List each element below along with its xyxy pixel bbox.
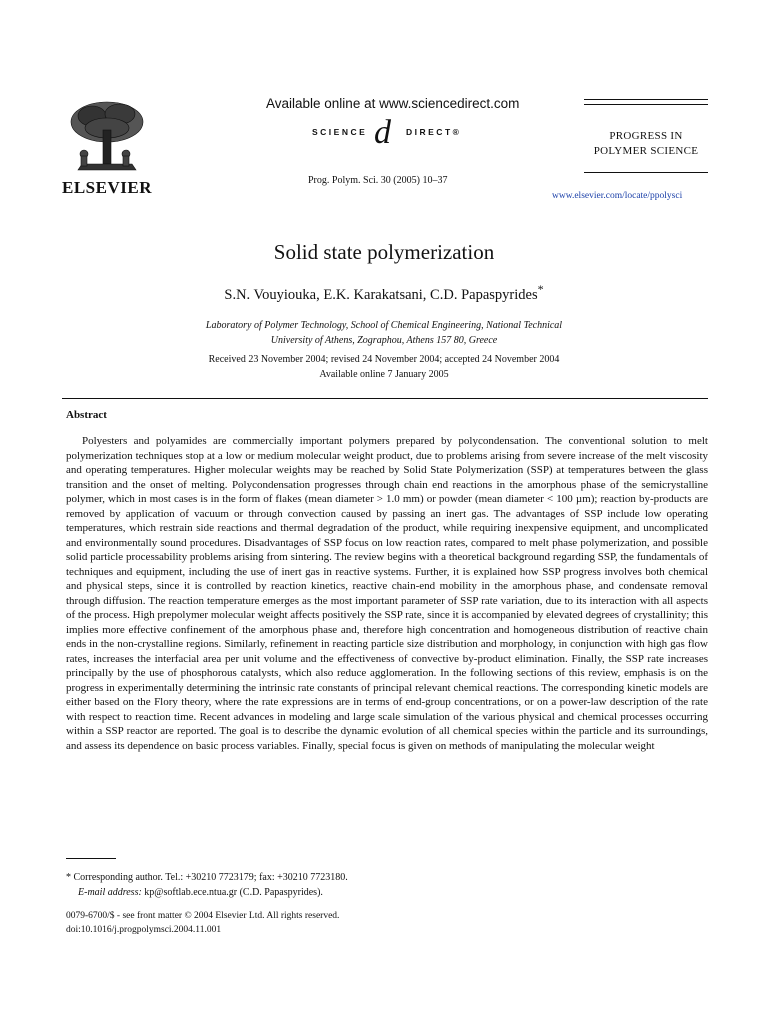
abstract-rule: [62, 398, 708, 399]
elsevier-logo: [62, 98, 152, 198]
journal-rule-top-2: [584, 104, 708, 105]
copyright-line: 0079-6700/$ - see front matter © 2004 Elsevier Ltd. All rights reserved.: [66, 911, 340, 921]
doi-link[interactable]: doi:10.1016/j.progpolymsci.2004.11.001: [66, 925, 222, 935]
affiliation-line-2: University of Athens, Zographou, Athens 157 80, Greece: [270, 335, 498, 346]
sd-at-icon: d: [374, 114, 391, 151]
available-online-date: Available online 7 January 2005: [319, 369, 449, 380]
journal-rule-bottom: [584, 172, 708, 173]
email-label: E-mail address:: [78, 887, 142, 898]
copyright-block: [66, 909, 339, 937]
received-dates: Received 23 November 2004; revised 24 November 2004; accepted 24 November 2004: [208, 354, 560, 365]
journal-name: [584, 129, 708, 159]
journal-rule-top-1: [584, 99, 708, 100]
journal-url-link[interactable]: www.elsevier.com/locate/ppolysci: [552, 191, 683, 201]
journal-name-line-1: PROGRESS IN: [609, 130, 683, 142]
article-authors: [0, 282, 768, 304]
abstract-heading: Abstract: [66, 409, 107, 421]
email-address-link[interactable]: kp@softlab.ece.ntua.gr (C.D. Papaspyrides).: [141, 887, 323, 898]
footnote: [66, 870, 348, 900]
journal-citation: Prog. Polym. Sci. 30 (2005) 10–37: [308, 175, 448, 186]
publisher-name: ELSEVIER: [62, 178, 152, 197]
author-affiliation: [160, 318, 608, 348]
abstract-text: Polyesters and polyamides are commercially important polymers prepared by polycondensation. The conventional solution to melt polymerization techniques stop at a low or medium molecular weight product, due to problems arising from severe increase of the melt viscosity and operating temperatures. Higher molecular weights may be reached by Solid State Polymerization (SSP) at temperatures between the glass transition and the onset of melting. Polycondensation progresses through chain end reactions in the amorphous phase of the semicrystalline polymer, which in most cases is in the form of flakes (mean diameter > 1.0 mm) or powder (mean diameter < 100 µm); reaction by-products are removed by application of vacuum or through convection caused by passing an inert gas. The advantages of SSP include low operating temperatures, which restrain side reactions and thermal degradation of the product, while requiring inexpensive equipment, and uncomplicated and environmentally sound procedures. Disadvantages of SSP focus on low reaction rates, compared to melt phase polymerization, and possible solid particle processability problems arising from sintering. The review begins with a theoretical background regarding SSP, the fundamentals of techniques and equipment, including the use of inert gas in reactive systems. Further, it is explained how SSP progress involves both chemical and physical steps, since it is controlled by reaction kinetics, reactive chain-end mobility in the amorphous phase, and condensate removal through diffusion. The reaction temperature emerges as the most important parameter of SSP rate variation, due to its interaction with all aspects of the process. High prepolymer molecular weight affects positively the SSP rate, since it is accompanied by elevated degrees of crystallinity; this implies more effective confinement of the amorphous phase and, therefore high concentration and homogeneous distribution of reactive chain ends in the non-crystalline regions. Similarly, refinement in reacting particle size distribution and morphology, in conjunction with high gas flow rates, increases the interfacial area per unit volume and the effectiveness of convective by-product elimination. Finally, the SSP rate increases principally by the use of phosphorous catalysts, which also reduce agglomeration. In the following sections of this review, emphasis is on the progress in experimentally determining the intrinsic rate constants of principal relevant chemical reactions. The corresponding kinetic models are either based on the Flory theory, where the rate expressions are in terms of end-group concentrations, or on a power-law description of the rate with respect to reaction time. Recent advances in modeling and large scale simulation of the various physical and chemical processes occurring within a SSP reactor are reported. The goal is to describe the dynamic evolution of all chemical species within the particle and its surroundings, and assess its dependence on basic process variables. Finally, special focus is given on methods of manipulating the molecular weight: [66, 435, 708, 752]
article-dates: [140, 352, 628, 382]
corresponding-author-note: * Corresponding author. Tel.: +30210 7723179; fax: +30210 7723180.: [66, 872, 348, 883]
email-note: [66, 885, 348, 900]
article-title: Solid state polymerization: [273, 240, 495, 264]
author-list: S.N. Vouyiouka, E.K. Karakatsani, C.D. Papaspyrides: [224, 286, 538, 303]
journal-name-line-2: POLYMER SCIENCE: [593, 145, 699, 157]
sd-word-direct: DIRECT®: [406, 127, 462, 137]
available-online-text: Available online at www.sciencedirect.com: [266, 96, 520, 111]
sd-word-science: SCIENCE: [312, 127, 368, 137]
elsevier-tree-icon: [62, 98, 152, 176]
affiliation-line-1: Laboratory of Polymer Technology, School of Chemical Engineering, National Technical: [205, 320, 563, 331]
footnote-rule: [66, 858, 116, 859]
sciencedirect-logo: [312, 114, 472, 151]
corresponding-author-mark[interactable]: *: [537, 282, 544, 296]
